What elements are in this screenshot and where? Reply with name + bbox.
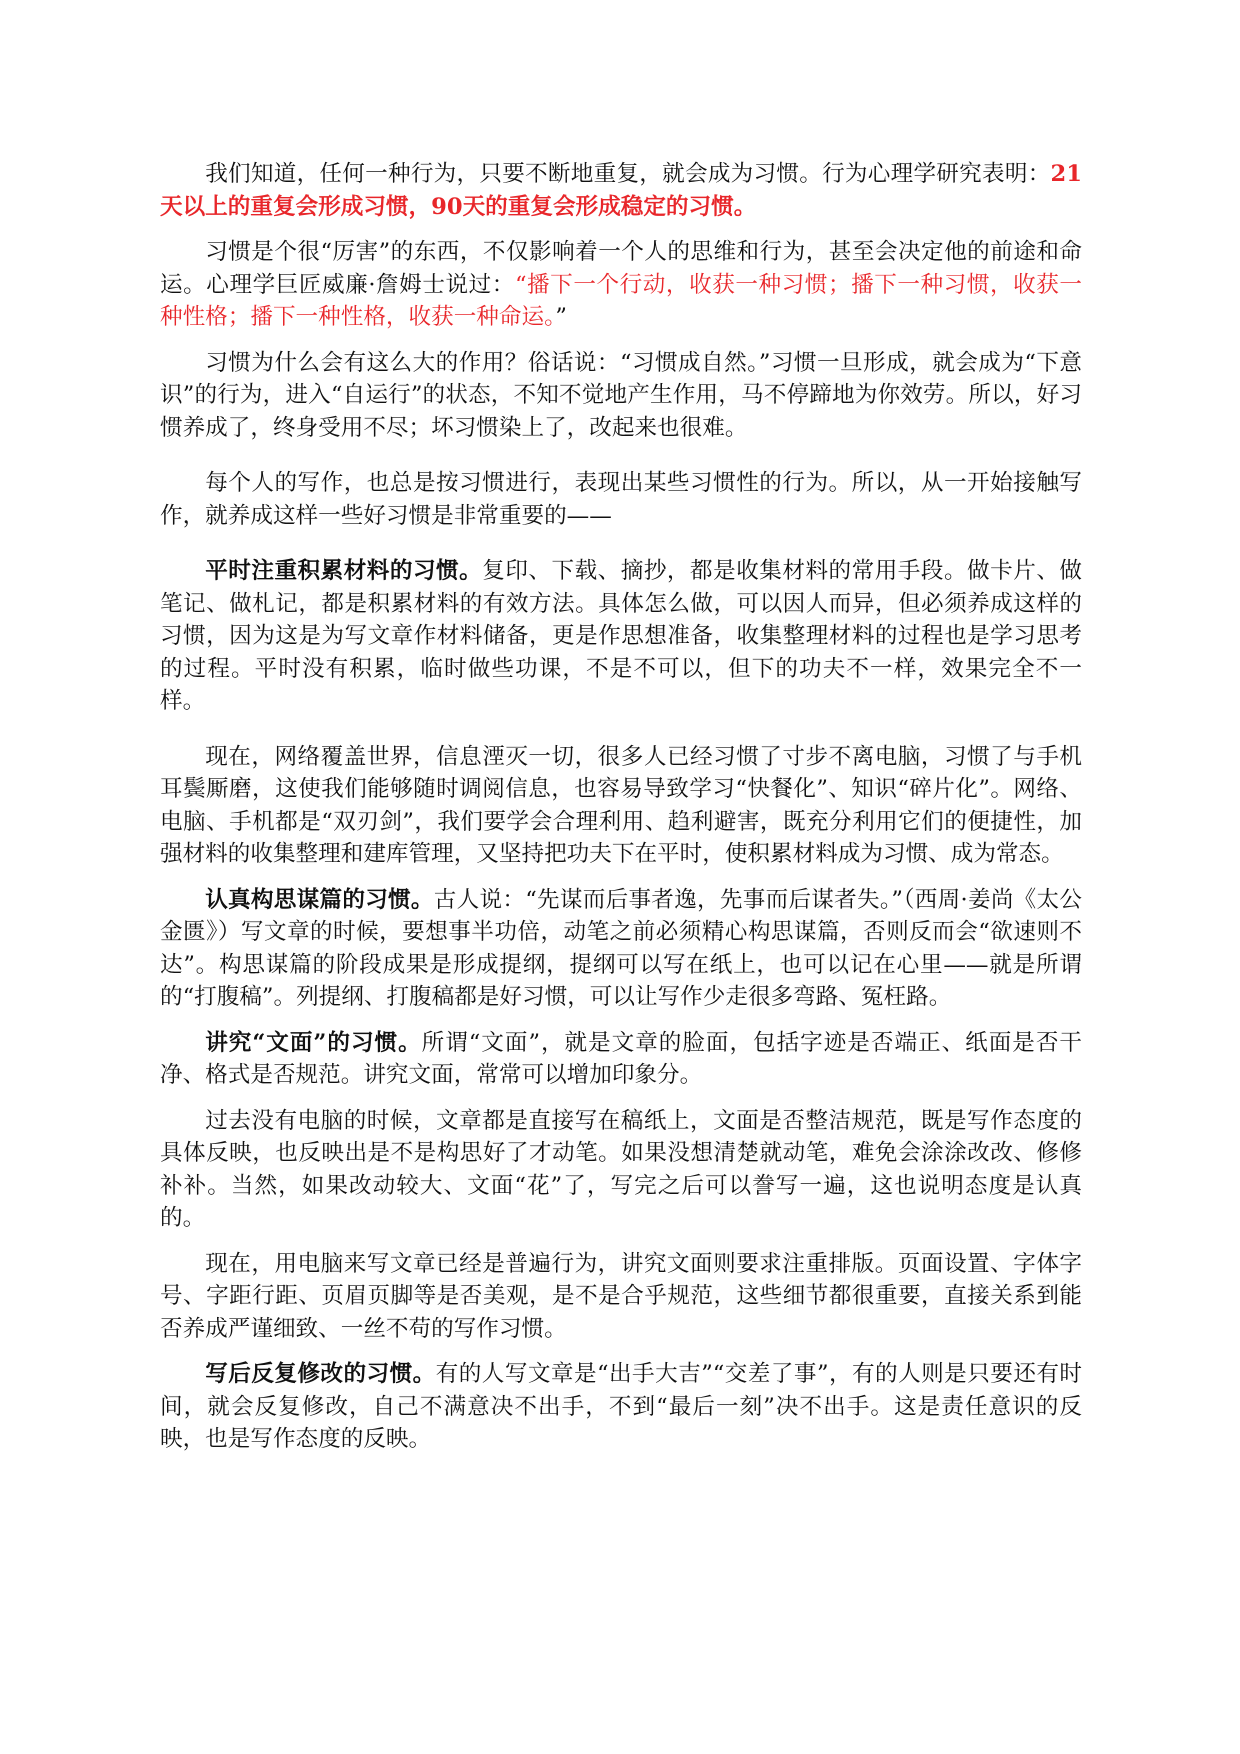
section-lead: 平时注重积累材料的习惯。: [205, 558, 483, 584]
paragraph-text: 我们知道，任何一种行为，只要不断地重复，就会成为习惯。行为心理学研究表明：: [205, 161, 1051, 187]
paragraph-text: 每个人的写作，也总是按习惯进行，表现出某些习惯性的行为。所以，从一开始接触写作，就养成这样一些好习惯是非常重要的——: [160, 470, 1082, 529]
section-lead: 认真构思谋篇的习惯。: [205, 886, 434, 913]
paragraph-habit-effect: [160, 347, 1082, 445]
paragraph-page-appearance: [160, 1027, 1082, 1092]
paragraph-conception: [160, 884, 1082, 1014]
paragraph-text: 所谓“文面”，就是文章的脸面，包括字迹是否端正、纸面是否干净、格式是否规范。讲究文面，常常可以增加印象分。: [160, 1029, 1082, 1088]
paragraph-text: 习惯是个很“厉害”的东西，不仅影响着一个人的思维和行为，甚至会决定他的前途和命运。心理学巨匠威廉·詹姆士说过：: [160, 239, 1082, 298]
paragraph-writing-habits-intro: [160, 467, 1082, 532]
paragraph-text: 复印、下载、摘抄，都是收集材料的常用手段。做卡片、做笔记、做札记，都是积累材料的有效方法。具体怎么做，可以因人而异，但必须养成这样的习惯，因为这是为写文章作材料储备，更是作思想准备，收集整理材料的过程也是学习思考的过程。平时没有积累，临时做些功课，不是不可以，但下的功夫不一样，效果完全不一样。: [160, 558, 1083, 714]
paragraph-text: 有的人写文章是“出手大吉”“交差了事”，有的人则是只要还有时间，就会反复修改，自己不满意决不出手，不到“最后一刻”决不出手。这是责任意识的反映，也是写作态度的反映。: [160, 1361, 1083, 1452]
paragraph-habit-power: [160, 236, 1082, 334]
paragraph-text: 古人说：“先谋而后事者逸，先事而后谋者失。”（西周·姜尚《太公金匮》）写文章的时候，要想事半功倍，动笔之前必须精心构思谋篇，否则反而会“欲速则不达”。构思谋篇的阶段成果是形成提纲，提纲可以写在纸上，也可以记在心里——就是所谓的“打腹稿”。列提纲、打腹稿都是好习惯，可以让写作少走很多弯路、冤枉路。: [160, 886, 1082, 1010]
paragraph-text: 习惯为什么会有这么大的作用？俗话说：“习惯成自然。”习惯一旦形成，就会成为“下意识”的行为，进入“自运行”的状态，不知不觉地产生作用，马不停蹄地为你效劳。所以，好习惯养成了，终身受用不尽；坏习惯染上了，改起来也很难。: [160, 349, 1082, 441]
paragraph-revision: [160, 1358, 1082, 1456]
paragraph-text: 过去没有电脑的时候，文章都是直接写在稿纸上，文面是否整洁规范，既是写作态度的具体反映，也反映出是不是构思好了才动笔。如果没想清楚就动笔，难免会涂涂改改、修修补补。当然，如果改动较大、文面“花”了，写完之后可以誊写一遍，这也说明态度是认真的。: [160, 1107, 1082, 1231]
quote-text: “播下一个行动，收获一种习惯；播下一种习惯，收获一种性格；播下一种性格，收获一种命运。: [160, 271, 1082, 330]
paragraph-past-writing: [160, 1105, 1082, 1235]
paragraph-text: 现在，用电脑来写文章已经是普遍行为，讲究文面则要求注重排版。页面设置、字体字号、字距行距、页眉页脚等是否美观，是不是合乎规范，这些细节都很重要，直接关系到能否养成严谨细致、一丝不苟的写作习惯。: [160, 1250, 1082, 1342]
highlight-text: 21天以上的重复会形成习惯，90天的重复会形成稳定的习惯。: [160, 161, 1082, 220]
paragraph-network-era: [160, 741, 1082, 871]
section-lead: 写后反复修改的习惯。: [205, 1361, 436, 1387]
paragraph-computer-writing: [160, 1248, 1082, 1346]
section-lead: 讲究“文面”的习惯。: [205, 1029, 422, 1056]
document-body: [160, 158, 1082, 1469]
paragraph-habit-definition: [160, 158, 1082, 223]
quote-close: ”: [555, 304, 567, 330]
paragraph-text: 现在，网络覆盖世界，信息湮灭一切，很多人已经习惯了寸步不离电脑，习惯了与手机耳鬓厮磨，这使我们能够随时调阅信息，也容易导致学习“快餐化”、知识“碎片化”。网络、电脑、手机都是“双刃剑”，我们要学会合理利用、趋利避害，既充分利用它们的便捷性，加强材料的收集整理和建库管理，又坚持把功夫下在平时，使积累材料成为习惯、成为常态。: [160, 743, 1082, 867]
paragraph-accumulate-materials: [160, 555, 1082, 718]
